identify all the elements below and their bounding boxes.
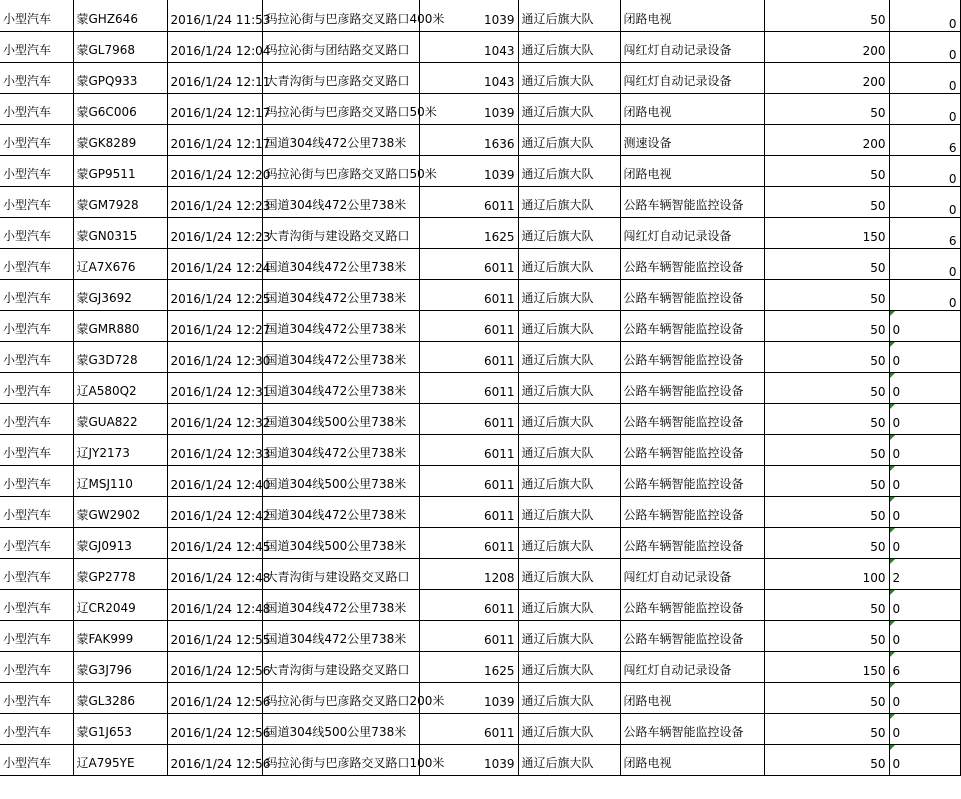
cell-device[interactable]: 公路车辆智能监控设备: [620, 620, 764, 651]
cell-violation-code[interactable]: 6011: [419, 186, 518, 217]
cell-unit[interactable]: 通辽后旗大队: [518, 31, 620, 62]
cell-vehicle-type[interactable]: 小型汽车: [0, 651, 73, 682]
cell-violation-code[interactable]: 1625: [419, 217, 518, 248]
cell-unit[interactable]: 通辽后旗大队: [518, 62, 620, 93]
cell-datetime[interactable]: 2016/1/24 12:56: [167, 713, 262, 744]
cell-points[interactable]: 0: [889, 713, 960, 744]
cell-location[interactable]: 国道304线472公里738米: [262, 310, 419, 341]
cell-datetime[interactable]: 2016/1/24 12:23: [167, 186, 262, 217]
table-row: [0, 558, 960, 589]
cell-violation-code[interactable]: 6011: [419, 713, 518, 744]
cell-points[interactable]: 6: [889, 651, 960, 682]
cell-fine[interactable]: 50: [764, 310, 889, 341]
cell-violation-code[interactable]: 6011: [419, 341, 518, 372]
cell-plate-number[interactable]: 蒙GMR880: [73, 310, 167, 341]
cell-violation-code[interactable]: 1636: [419, 124, 518, 155]
cell-vehicle-type[interactable]: 小型汽车: [0, 0, 73, 31]
cell-unit[interactable]: 通辽后旗大队: [518, 186, 620, 217]
table-row: [0, 527, 960, 558]
cell-points[interactable]: 0: [889, 186, 960, 217]
cell-points[interactable]: 0: [889, 682, 960, 713]
cell-location[interactable]: 玛拉沁街与巴彦路交叉路口100米: [262, 744, 419, 775]
cell-plate-number[interactable]: 蒙GM7928: [73, 186, 167, 217]
cell-violation-code[interactable]: 1208: [419, 558, 518, 589]
table-row: [0, 279, 960, 310]
cell-vehicle-type[interactable]: 小型汽车: [0, 496, 73, 527]
cell-fine[interactable]: 50: [764, 744, 889, 775]
cell-unit[interactable]: 通辽后旗大队: [518, 589, 620, 620]
table-row: [0, 496, 960, 527]
cell-datetime[interactable]: 2016/1/24 12:17: [167, 93, 262, 124]
cell-fine[interactable]: 50: [764, 155, 889, 186]
cell-points[interactable]: 0: [889, 248, 960, 279]
cell-violation-code[interactable]: 6011: [419, 589, 518, 620]
cell-points[interactable]: 0: [889, 93, 960, 124]
cell-plate-number[interactable]: 辽A795YE: [73, 744, 167, 775]
cell-plate-number[interactable]: 蒙G6C006: [73, 93, 167, 124]
cell-fine[interactable]: 50: [764, 527, 889, 558]
cell-device[interactable]: 闭路电视: [620, 744, 764, 775]
cell-plate-number[interactable]: 蒙GP9511: [73, 155, 167, 186]
cell-violation-code[interactable]: 6011: [419, 372, 518, 403]
cell-fine[interactable]: 100: [764, 558, 889, 589]
cell-violation-code[interactable]: 1039: [419, 744, 518, 775]
cell-violation-code[interactable]: 1043: [419, 62, 518, 93]
cell-vehicle-type[interactable]: 小型汽车: [0, 341, 73, 372]
cell-location[interactable]: 国道304线472公里738米: [262, 248, 419, 279]
cell-plate-number[interactable]: 辽A7X676: [73, 248, 167, 279]
cell-unit[interactable]: 通辽后旗大队: [518, 93, 620, 124]
cell-device[interactable]: 公路车辆智能监控设备: [620, 372, 764, 403]
table-row: [0, 341, 960, 372]
cell-fine[interactable]: 150: [764, 651, 889, 682]
cell-plate-number[interactable]: 辽JY2173: [73, 434, 167, 465]
cell-plate-number[interactable]: 蒙FAK999: [73, 620, 167, 651]
cell-fine[interactable]: 50: [764, 341, 889, 372]
table-row: [0, 713, 960, 744]
cell-violation-code[interactable]: 1043: [419, 31, 518, 62]
cell-location[interactable]: 玛拉沁街与巴彦路交叉路口200米: [262, 682, 419, 713]
cell-points[interactable]: 0: [889, 744, 960, 775]
table-row: [0, 217, 960, 248]
cell-points[interactable]: 0: [889, 620, 960, 651]
cell-device[interactable]: 公路车辆智能监控设备: [620, 279, 764, 310]
cell-plate-number[interactable]: 蒙GPQ933: [73, 62, 167, 93]
cell-location[interactable]: 国道304线500公里738米: [262, 465, 419, 496]
cell-fine[interactable]: 50: [764, 682, 889, 713]
cell-location[interactable]: 国道304线500公里738米: [262, 403, 419, 434]
table-row: [0, 744, 960, 775]
cell-violation-code[interactable]: 6011: [419, 465, 518, 496]
cell-device[interactable]: 公路车辆智能监控设备: [620, 465, 764, 496]
cell-plate-number[interactable]: 辽MSJ110: [73, 465, 167, 496]
cell-unit[interactable]: 通辽后旗大队: [518, 527, 620, 558]
table-row: [0, 248, 960, 279]
table-row: [0, 310, 960, 341]
cell-device[interactable]: 公路车辆智能监控设备: [620, 186, 764, 217]
cell-location[interactable]: 国道304线472公里738米: [262, 589, 419, 620]
cell-location[interactable]: 国道304线472公里738米: [262, 279, 419, 310]
table-row: [0, 651, 960, 682]
cell-location[interactable]: 国道304线472公里738米: [262, 186, 419, 217]
cell-datetime[interactable]: 2016/1/24 12:30: [167, 341, 262, 372]
cell-vehicle-type[interactable]: 小型汽车: [0, 279, 73, 310]
cell-fine[interactable]: 50: [764, 0, 889, 31]
cell-fine[interactable]: 50: [764, 713, 889, 744]
cell-datetime[interactable]: 2016/1/24 12:32: [167, 403, 262, 434]
cell-points[interactable]: 0: [889, 155, 960, 186]
cell-datetime[interactable]: 2016/1/24 12:45: [167, 527, 262, 558]
cell-unit[interactable]: 通辽后旗大队: [518, 496, 620, 527]
cell-location[interactable]: 玛拉沁街与巴彦路交叉路口50米: [262, 155, 419, 186]
cell-location[interactable]: 大青沟街与建设路交叉路口: [262, 558, 419, 589]
cell-location[interactable]: 国道304线500公里738米: [262, 713, 419, 744]
cell-vehicle-type[interactable]: 小型汽车: [0, 310, 73, 341]
cell-unit[interactable]: 通辽后旗大队: [518, 248, 620, 279]
cell-device[interactable]: 测速设备: [620, 124, 764, 155]
cell-plate-number[interactable]: 辽CR2049: [73, 589, 167, 620]
cell-vehicle-type[interactable]: 小型汽车: [0, 465, 73, 496]
cell-plate-number[interactable]: 蒙GW2902: [73, 496, 167, 527]
cell-vehicle-type[interactable]: 小型汽车: [0, 217, 73, 248]
cell-vehicle-type[interactable]: 小型汽车: [0, 589, 73, 620]
cell-violation-code[interactable]: 6011: [419, 527, 518, 558]
cell-device[interactable]: 公路车辆智能监控设备: [620, 403, 764, 434]
cell-plate-number[interactable]: 蒙GN0315: [73, 217, 167, 248]
cell-device[interactable]: 闭路电视: [620, 93, 764, 124]
cell-device[interactable]: 闯红灯自动记录设备: [620, 651, 764, 682]
cell-plate-number[interactable]: 蒙GJ0913: [73, 527, 167, 558]
cell-location[interactable]: 大青沟街与建设路交叉路口: [262, 217, 419, 248]
cell-location[interactable]: 大青沟街与建设路交叉路口: [262, 651, 419, 682]
cell-plate-number[interactable]: 蒙GL3286: [73, 682, 167, 713]
cell-violation-code[interactable]: 6011: [419, 248, 518, 279]
cell-location[interactable]: 玛拉沁街与巴彦路交叉路口400米: [262, 0, 419, 31]
cell-plate-number[interactable]: 蒙G3J796: [73, 651, 167, 682]
cell-unit[interactable]: 通辽后旗大队: [518, 620, 620, 651]
cell-violation-code[interactable]: 1625: [419, 651, 518, 682]
cell-plate-number[interactable]: 蒙G1J653: [73, 713, 167, 744]
cell-fine[interactable]: 50: [764, 620, 889, 651]
cell-location[interactable]: 大青沟街与巴彦路交叉路口: [262, 62, 419, 93]
cell-violation-code[interactable]: 6011: [419, 403, 518, 434]
cell-vehicle-type[interactable]: 小型汽车: [0, 124, 73, 155]
table-row: [0, 155, 960, 186]
cell-unit[interactable]: 通辽后旗大队: [518, 217, 620, 248]
cell-points[interactable]: 0: [889, 372, 960, 403]
cell-plate-number[interactable]: 蒙GP2778: [73, 558, 167, 589]
cell-plate-number[interactable]: 蒙GJ3692: [73, 279, 167, 310]
table-row: [0, 0, 960, 31]
cell-vehicle-type[interactable]: 小型汽车: [0, 248, 73, 279]
cell-location[interactable]: 国道304线472公里738米: [262, 124, 419, 155]
cell-datetime[interactable]: 2016/1/24 12:24: [167, 248, 262, 279]
cell-datetime[interactable]: 2016/1/24 12:04: [167, 31, 262, 62]
cell-points[interactable]: 0: [889, 310, 960, 341]
cell-device[interactable]: 闭路电视: [620, 155, 764, 186]
cell-fine[interactable]: 50: [764, 372, 889, 403]
cell-vehicle-type[interactable]: 小型汽车: [0, 93, 73, 124]
cell-points[interactable]: 0: [889, 589, 960, 620]
cell-fine[interactable]: 50: [764, 465, 889, 496]
cell-device[interactable]: 公路车辆智能监控设备: [620, 248, 764, 279]
table-row: [0, 434, 960, 465]
cell-datetime[interactable]: 2016/1/24 12:48: [167, 589, 262, 620]
cell-vehicle-type[interactable]: 小型汽车: [0, 62, 73, 93]
table-row: [0, 620, 960, 651]
cell-unit[interactable]: 通辽后旗大队: [518, 465, 620, 496]
table-row: [0, 465, 960, 496]
cell-fine[interactable]: 200: [764, 124, 889, 155]
cell-unit[interactable]: 通辽后旗大队: [518, 403, 620, 434]
cell-datetime[interactable]: 2016/1/24 12:33: [167, 434, 262, 465]
cell-datetime[interactable]: 2016/1/24 12:48: [167, 558, 262, 589]
cell-vehicle-type[interactable]: 小型汽车: [0, 558, 73, 589]
cell-vehicle-type[interactable]: 小型汽车: [0, 155, 73, 186]
cell-device[interactable]: 公路车辆智能监控设备: [620, 341, 764, 372]
cell-points[interactable]: 0: [889, 62, 960, 93]
cell-location[interactable]: 国道304线472公里738米: [262, 434, 419, 465]
cell-points[interactable]: 0: [889, 341, 960, 372]
cell-points[interactable]: 2: [889, 558, 960, 589]
table-row: [0, 124, 960, 155]
cell-vehicle-type[interactable]: 小型汽车: [0, 682, 73, 713]
cell-device[interactable]: 公路车辆智能监控设备: [620, 713, 764, 744]
cell-vehicle-type[interactable]: 小型汽车: [0, 403, 73, 434]
cell-plate-number[interactable]: 蒙G3D728: [73, 341, 167, 372]
cell-vehicle-type[interactable]: 小型汽车: [0, 620, 73, 651]
cell-device[interactable]: 闯红灯自动记录设备: [620, 31, 764, 62]
cell-datetime[interactable]: 2016/1/24 12:56: [167, 744, 262, 775]
cell-violation-code[interactable]: 6011: [419, 496, 518, 527]
cell-violation-code[interactable]: 1039: [419, 0, 518, 31]
cell-datetime[interactable]: 2016/1/24 12:56: [167, 682, 262, 713]
cell-unit[interactable]: 通辽后旗大队: [518, 651, 620, 682]
cell-unit[interactable]: 通辽后旗大队: [518, 682, 620, 713]
cell-fine[interactable]: 50: [764, 279, 889, 310]
cell-unit[interactable]: 通辽后旗大队: [518, 558, 620, 589]
cell-plate-number[interactable]: 辽A580Q2: [73, 372, 167, 403]
cell-vehicle-type[interactable]: 小型汽车: [0, 31, 73, 62]
cell-location[interactable]: 玛拉沁街与巴彦路交叉路口50米: [262, 93, 419, 124]
cell-violation-code[interactable]: 6011: [419, 620, 518, 651]
cell-plate-number[interactable]: 蒙GK8289: [73, 124, 167, 155]
cell-plate-number[interactable]: 蒙GHZ646: [73, 0, 167, 31]
table-row: [0, 372, 960, 403]
cell-fine[interactable]: 50: [764, 496, 889, 527]
cell-unit[interactable]: 通辽后旗大队: [518, 155, 620, 186]
cell-location[interactable]: 玛拉沁街与团结路交叉路口: [262, 31, 419, 62]
cell-datetime[interactable]: 2016/1/24 12:27: [167, 310, 262, 341]
cell-unit[interactable]: 通辽后旗大队: [518, 341, 620, 372]
cell-points[interactable]: 0: [889, 403, 960, 434]
cell-fine[interactable]: 50: [764, 589, 889, 620]
table-row: [0, 93, 960, 124]
cell-location[interactable]: 国道304线500公里738米: [262, 527, 419, 558]
cell-datetime[interactable]: 2016/1/24 12:17: [167, 124, 262, 155]
cell-unit[interactable]: 通辽后旗大队: [518, 0, 620, 31]
cell-unit[interactable]: 通辽后旗大队: [518, 744, 620, 775]
cell-location[interactable]: 国道304线472公里738米: [262, 372, 419, 403]
cell-fine[interactable]: 200: [764, 62, 889, 93]
cell-unit[interactable]: 通辽后旗大队: [518, 124, 620, 155]
cell-vehicle-type[interactable]: 小型汽车: [0, 434, 73, 465]
cell-fine[interactable]: 50: [764, 434, 889, 465]
cell-device[interactable]: 公路车辆智能监控设备: [620, 527, 764, 558]
cell-datetime[interactable]: 2016/1/24 12:23: [167, 217, 262, 248]
cell-datetime[interactable]: 2016/1/24 12:40: [167, 465, 262, 496]
cell-points[interactable]: 0: [889, 279, 960, 310]
cell-violation-code[interactable]: 1039: [419, 155, 518, 186]
cell-location[interactable]: 国道304线472公里738米: [262, 496, 419, 527]
cell-points[interactable]: 0: [889, 465, 960, 496]
cell-unit[interactable]: 通辽后旗大队: [518, 279, 620, 310]
cell-device[interactable]: 公路车辆智能监控设备: [620, 434, 764, 465]
cell-unit[interactable]: 通辽后旗大队: [518, 372, 620, 403]
cell-unit[interactable]: 通辽后旗大队: [518, 713, 620, 744]
cell-device[interactable]: 公路车辆智能监控设备: [620, 589, 764, 620]
cell-device[interactable]: 公路车辆智能监控设备: [620, 496, 764, 527]
cell-plate-number[interactable]: 蒙GL7968: [73, 31, 167, 62]
cell-device[interactable]: 闭路电视: [620, 682, 764, 713]
cell-location[interactable]: 国道304线472公里738米: [262, 620, 419, 651]
cell-vehicle-type[interactable]: 小型汽车: [0, 713, 73, 744]
cell-violation-code[interactable]: 1039: [419, 682, 518, 713]
cell-device[interactable]: 闯红灯自动记录设备: [620, 217, 764, 248]
cell-unit[interactable]: 通辽后旗大队: [518, 310, 620, 341]
cell-fine[interactable]: 50: [764, 186, 889, 217]
cell-violation-code[interactable]: 6011: [419, 279, 518, 310]
cell-datetime[interactable]: 2016/1/24 12:31: [167, 372, 262, 403]
cell-violation-code[interactable]: 6011: [419, 310, 518, 341]
cell-datetime[interactable]: 2016/1/24 12:20: [167, 155, 262, 186]
cell-vehicle-type[interactable]: 小型汽车: [0, 527, 73, 558]
cell-datetime[interactable]: 2016/1/24 12:11: [167, 62, 262, 93]
cell-fine[interactable]: 50: [764, 403, 889, 434]
cell-datetime[interactable]: 2016/1/24 12:55: [167, 620, 262, 651]
table-row: [0, 403, 960, 434]
cell-datetime[interactable]: 2016/1/24 12:56: [167, 651, 262, 682]
cell-location[interactable]: 国道304线472公里738米: [262, 341, 419, 372]
table-row: [0, 682, 960, 713]
table-row: [0, 31, 960, 62]
cell-points[interactable]: 0: [889, 496, 960, 527]
cell-device[interactable]: 闯红灯自动记录设备: [620, 62, 764, 93]
cell-points[interactable]: 6: [889, 217, 960, 248]
cell-vehicle-type[interactable]: 小型汽车: [0, 372, 73, 403]
cell-unit[interactable]: 通辽后旗大队: [518, 434, 620, 465]
cell-device[interactable]: 闭路电视: [620, 0, 764, 31]
table-row: [0, 62, 960, 93]
cell-device[interactable]: 公路车辆智能监控设备: [620, 310, 764, 341]
cell-points[interactable]: 6: [889, 124, 960, 155]
cell-datetime[interactable]: 2016/1/24 12:25: [167, 279, 262, 310]
cell-points[interactable]: 0: [889, 31, 960, 62]
cell-fine[interactable]: 50: [764, 93, 889, 124]
cell-datetime[interactable]: 2016/1/24 12:42: [167, 496, 262, 527]
cell-fine[interactable]: 50: [764, 248, 889, 279]
cell-device[interactable]: 闯红灯自动记录设备: [620, 558, 764, 589]
cell-datetime[interactable]: 2016/1/24 11:53: [167, 0, 262, 31]
cell-fine[interactable]: 200: [764, 31, 889, 62]
table-row: [0, 589, 960, 620]
cell-vehicle-type[interactable]: 小型汽车: [0, 186, 73, 217]
cell-violation-code[interactable]: 6011: [419, 434, 518, 465]
cell-fine[interactable]: 150: [764, 217, 889, 248]
cell-points[interactable]: 0: [889, 527, 960, 558]
cell-points[interactable]: 0: [889, 0, 960, 31]
cell-violation-code[interactable]: 1039: [419, 93, 518, 124]
table-row: [0, 186, 960, 217]
cell-points[interactable]: 0: [889, 434, 960, 465]
cell-plate-number[interactable]: 蒙GUA822: [73, 403, 167, 434]
cell-vehicle-type[interactable]: 小型汽车: [0, 744, 73, 775]
